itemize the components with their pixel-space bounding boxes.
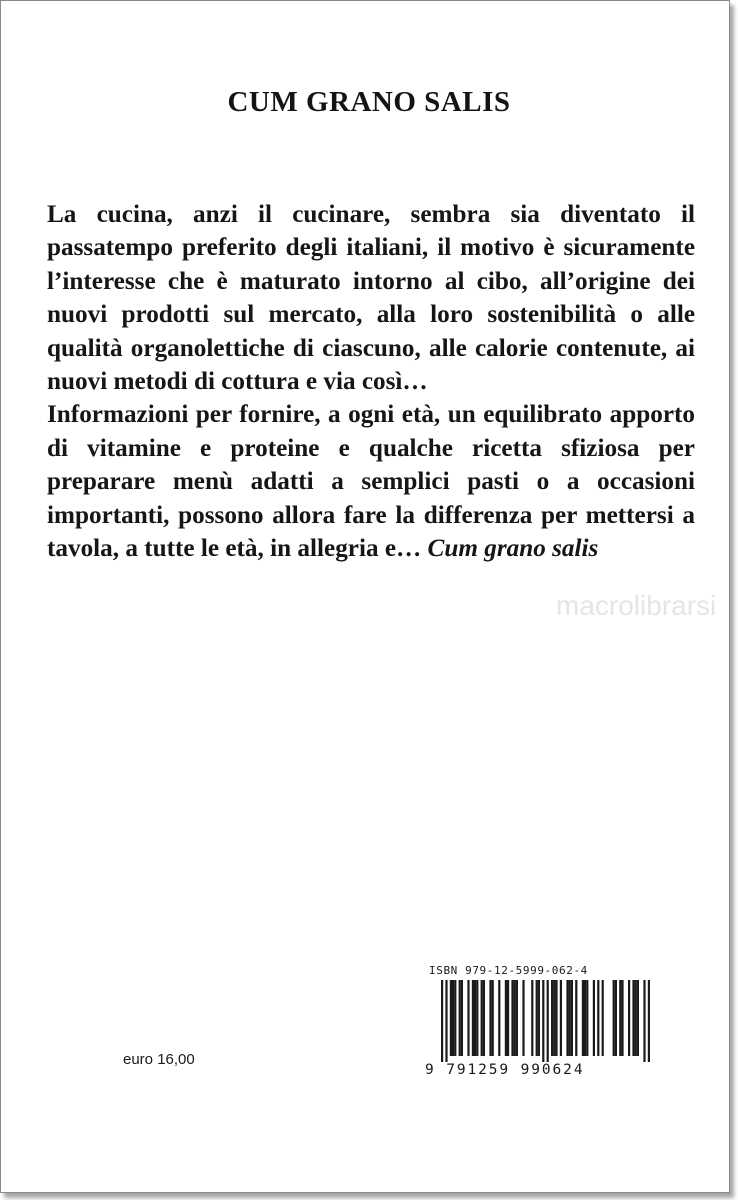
barcode-bar [615, 980, 617, 1056]
barcode-bars [425, 980, 655, 1062]
barcode-bar [516, 980, 518, 1056]
barcode-bar [555, 980, 557, 1056]
barcode-bar [489, 980, 491, 1056]
barcode-bar [602, 980, 604, 1056]
barcode-bar [467, 980, 469, 1056]
barcode-bar [505, 980, 507, 1056]
barcode-bar [582, 980, 584, 1056]
price-label: euro 16,00 [123, 1051, 195, 1068]
barcode-bar [481, 980, 483, 1056]
barcode-bar [531, 980, 533, 1056]
barcode-bar [441, 980, 443, 1062]
isbn-barcode [425, 964, 655, 1082]
barcode-bar [474, 980, 476, 1056]
book-title: CUM GRANO SALIS [227, 86, 511, 118]
barcode-bar [593, 980, 595, 1056]
barcode-bar [542, 980, 544, 1062]
barcode-bar [619, 980, 621, 1056]
barcode-bar [445, 980, 447, 1062]
blurb-paragraph-1: La cucina, anzi il cucinare, sembra sia diventato il passatempo preferito degli italiani, il motivo è sicuramente l’interesse che è maturato intorno al cibo, all’origine dei nuovi prodotti sul mercato, alla loro sostenibilità o alle qualità organolettiche di ciascuno, alle calorie contenute, ai nuovi metodi di cottura e via così… [47, 201, 695, 396]
barcode-bar [536, 980, 538, 1056]
barcode-bar [643, 980, 645, 1062]
barcode-bar [459, 980, 461, 1056]
barcode-bar [584, 980, 586, 1056]
barcode-bar [635, 980, 637, 1056]
barcode-bar [571, 980, 573, 1056]
barcode-bar [621, 980, 623, 1056]
barcode-bar [522, 980, 524, 1056]
barcode-bar [632, 980, 634, 1056]
barcode-bar [547, 980, 549, 1062]
barcode-bar [648, 980, 650, 1062]
barcode-bar [492, 980, 494, 1056]
barcode-bar [597, 980, 599, 1056]
barcode-bar [498, 980, 500, 1056]
barcode-bar [560, 980, 562, 1056]
barcode-bar [613, 980, 615, 1056]
blurb-paragraph-2-text: Informazioni per fornire, a ogni età, un equilibrato apporto di vitamine e proteine e qualche ricetta sfiziosa per preparare menù adatti a semplici pasti o a occasioni importanti, possono allora fare la differenza per mettersi a tavola, a tutte le età, in allegria e… [47, 401, 695, 563]
ean-digits: 9 791259 990624 [425, 1062, 585, 1078]
barcode-bar [628, 980, 630, 1056]
barcode-bar [538, 980, 540, 1056]
barcode-bar [450, 980, 452, 1056]
barcode-bar [551, 980, 553, 1056]
barcode-bar [553, 980, 555, 1056]
barcode-bar [461, 980, 463, 1056]
barcode-bar [511, 980, 513, 1056]
barcode-bar [452, 980, 454, 1056]
isbn-label: ISBN 979-12-5999-062-4 [429, 964, 588, 977]
barcode-bar [569, 980, 571, 1056]
barcode-bar [454, 980, 456, 1056]
barcode-bar [472, 980, 474, 1056]
cover-blurb [47, 198, 695, 565]
blurb-italic-title: Cum grano salis [427, 535, 599, 563]
barcode-bar [514, 980, 516, 1056]
barcode-bar [476, 980, 478, 1056]
barcode-bar [507, 980, 509, 1056]
barcode-bar [566, 980, 568, 1056]
barcode-bar [575, 980, 577, 1056]
barcode-bar [586, 980, 588, 1056]
blurb-paragraph-2 [47, 398, 695, 565]
barcode-bar [483, 980, 485, 1056]
barcode-bar [637, 980, 639, 1056]
watermark: macrolibrarsi [556, 590, 717, 621]
